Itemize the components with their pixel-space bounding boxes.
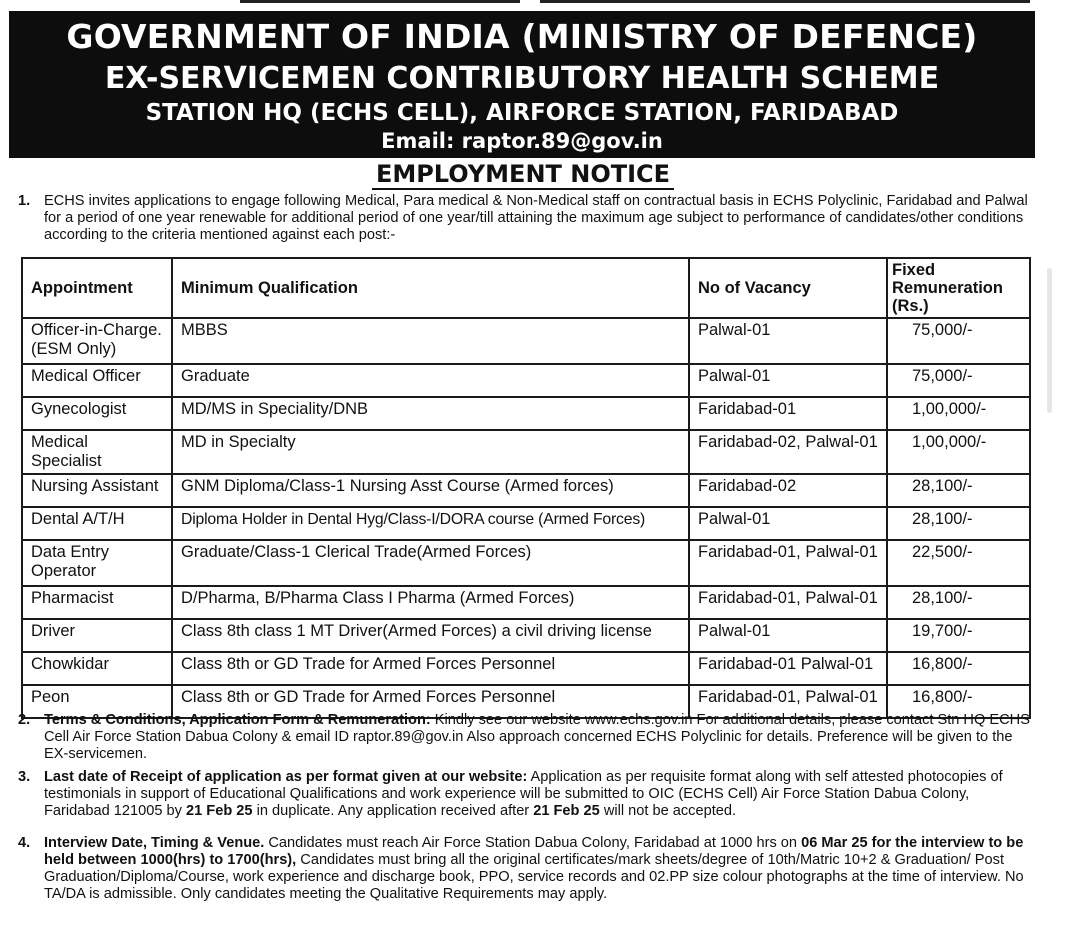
- cell-qualification: Diploma Holder in Dental Hyg/Class-I/DORA course (Armed Forces): [172, 507, 689, 540]
- cell-qualification: Class 8th or GD Trade for Armed Forces Personnel: [172, 652, 689, 685]
- cell-appointment: Officer-in-Charge. (ESM Only): [22, 318, 172, 364]
- paragraph-3: [18, 769, 1032, 823]
- paragraph-1: [18, 193, 1032, 255]
- paragraph-body: Candidates must reach Air Force Station Dabua Colony, Faridabad at 1000 hrs on: [264, 835, 802, 851]
- table-row: [22, 586, 1030, 619]
- cell-qualification: Graduate: [172, 364, 689, 397]
- cell-qualification: MBBS: [172, 318, 689, 364]
- header-remuneration: [887, 258, 1030, 318]
- cell-qualification: Graduate/Class-1 Clerical Trade(Armed Forces): [172, 540, 689, 586]
- table-row: [22, 474, 1030, 507]
- cell-qualification: GNM Diploma/Class-1 Nursing Asst Course (Armed forces): [172, 474, 689, 507]
- paragraph-text: [44, 835, 1034, 903]
- vacancy-table: [21, 257, 1031, 719]
- paragraph-number: 1.: [18, 193, 31, 209]
- cell-appointment: Medical Specialist: [22, 430, 172, 474]
- cell-remuneration: 19,700/-: [887, 619, 1030, 652]
- top-edge-strip: [0, 0, 1066, 8]
- header-scheme: EX-SERVICEMEN CONTRIBUTORY HEALTH SCHEME: [104, 61, 940, 96]
- header-remuneration-line2: Remuneration (Rs.): [892, 279, 1003, 315]
- paragraph-number: 3.: [18, 769, 31, 785]
- cell-qualification: Class 8th or GD Trade for Armed Forces Personnel: [172, 685, 689, 718]
- cell-qualification: D/Pharma, B/Pharma Class I Pharma (Armed Forces): [172, 586, 689, 619]
- cell-remuneration: 1,00,000/-: [887, 397, 1030, 430]
- header-qualification: Minimum Qualification: [172, 258, 689, 318]
- paragraph-body-cont: in duplicate. Any application received after: [252, 803, 534, 819]
- cell-appointment: Driver: [22, 619, 172, 652]
- paragraph-text: ECHS invites applications to engage following Medical, Para medical & Non-Medical staff on contractual basis in ECHS Polyclinic, Faridabad and Palwal for a period of one year renewable for additional period of one year/till attaining the maximum age subject to performance of candidates/other conditions according to the criteria mentioned against each post:-: [44, 193, 1028, 243]
- header-vacancy: No of Vacancy: [689, 258, 887, 318]
- vertical-scrollbar[interactable]: [1047, 268, 1052, 413]
- cell-vacancy: Faridabad-01: [689, 397, 887, 430]
- cell-appointment: Chowkidar: [22, 652, 172, 685]
- table-row: [22, 652, 1030, 685]
- cell-vacancy: Faridabad-02: [689, 474, 887, 507]
- cell-qualification: MD in Specialty: [172, 430, 689, 474]
- paragraph-text: [44, 769, 1034, 820]
- top-edge-bar-left: [240, 0, 520, 3]
- cell-appointment: Nursing Assistant: [22, 474, 172, 507]
- cell-vacancy: Faridabad-01, Palwal-01: [689, 540, 887, 586]
- cell-appointment: Peon: [22, 685, 172, 718]
- paragraph-lead: Interview Date, Timing & Venue.: [44, 835, 265, 851]
- cell-remuneration: 16,800/-: [887, 652, 1030, 685]
- cell-remuneration: 1,00,000/-: [887, 430, 1030, 474]
- deadline-date: 21 Feb 25: [186, 803, 253, 819]
- paragraph-body: Application as per requisite format along with self attested photocopies of testimonials in support of Educational Qualifications and work experience will be submitted to OIC (ECHS Cell) Air Force Station Dabua Colony, Faridabad 121005 by: [44, 769, 1003, 819]
- cell-appointment: Medical Officer: [22, 364, 172, 397]
- notice-header-banner: [9, 11, 1035, 158]
- cell-remuneration: 75,000/-: [887, 318, 1030, 364]
- employment-notice-title-text: EMPLOYMENT NOTICE: [372, 160, 674, 190]
- paragraph-4: [18, 835, 1032, 907]
- table-row: [22, 364, 1030, 397]
- deadline-date-repeat: 21 Feb 25: [533, 803, 600, 819]
- cell-remuneration: 75,000/-: [887, 364, 1030, 397]
- header-email: Email: raptor.89@gov.in: [381, 129, 663, 153]
- cell-vacancy: Faridabad-01, Palwal-01: [689, 685, 887, 718]
- paragraph-text: [44, 712, 1034, 763]
- cell-appointment: Data Entry Operator: [22, 540, 172, 586]
- table-header-row: [22, 258, 1030, 318]
- table-row: [22, 619, 1030, 652]
- cell-vacancy: Faridabad-01, Palwal-01: [689, 586, 887, 619]
- cell-qualification: MD/MS in Speciality/DNB: [172, 397, 689, 430]
- top-edge-bar-right: [540, 0, 1030, 3]
- cell-vacancy: Faridabad-02, Palwal-01: [689, 430, 887, 474]
- table-row: [22, 540, 1030, 586]
- cell-vacancy: Faridabad-01 Palwal-01: [689, 652, 887, 685]
- header-ministry: GOVERNMENT OF INDIA (MINISTRY OF DEFENCE): [66, 17, 978, 56]
- table-row: [22, 430, 1030, 474]
- header-appointment: Appointment: [22, 258, 172, 318]
- table-row: [22, 507, 1030, 540]
- header-station: STATION HQ (ECHS CELL), AIRFORCE STATION, FARIDABAD: [145, 100, 899, 126]
- paragraph-body: Kindly see our website www.echs.gov.in For additional details, please contact Stn HQ ECHS Cell Air Force Station Dabua Colony & email ID raptor.89@gov.in Also approach concerned ECHS Polyclinic for details. Preference will be given to the EX-servicemen.: [44, 712, 1030, 762]
- cell-remuneration: 16,800/-: [887, 685, 1030, 718]
- cell-vacancy: Palwal-01: [689, 619, 887, 652]
- table-row: [22, 397, 1030, 430]
- cell-remuneration: 28,100/-: [887, 507, 1030, 540]
- cell-remuneration: 28,100/-: [887, 586, 1030, 619]
- cell-vacancy: Palwal-01: [689, 318, 887, 364]
- paragraph-number: 2.: [18, 712, 31, 728]
- paragraph-number: 4.: [18, 835, 31, 851]
- paragraph-body-end: Candidates must bring all the original certificates/mark sheets/degree of 10th/Matric 10+2 & Graduation/ Post Graduation/Diploma/Course, work experience and discharge book, PPO, service records and 02.PP size colour photographs at the time of interview. No TA/DA is admissible. Only candidates meeting the Qualitative Requirements may apply.: [44, 852, 1024, 902]
- paragraph-body-end: will not be accepted.: [599, 803, 737, 819]
- table-row: [22, 318, 1030, 364]
- cell-remuneration: 28,100/-: [887, 474, 1030, 507]
- cell-vacancy: Palwal-01: [689, 507, 887, 540]
- header-remuneration-line1: Fixed: [892, 261, 936, 279]
- cell-appointment: Gynecologist: [22, 397, 172, 430]
- paragraph-lead: Last date of Receipt of application as per format given at our website:: [44, 769, 528, 785]
- interview-schedule: 06 Mar 25 for the interview to be held between 1000(hrs) to 1700(hrs),: [44, 835, 1024, 868]
- cell-qualification: Class 8th class 1 MT Driver(Armed Forces) a civil driving license: [172, 619, 689, 652]
- paragraph-2: [18, 712, 1032, 766]
- cell-remuneration: 22,500/-: [887, 540, 1030, 586]
- employment-notice-title: [350, 159, 696, 189]
- cell-appointment: Pharmacist: [22, 586, 172, 619]
- cell-appointment: Dental A/T/H: [22, 507, 172, 540]
- paragraph-lead: Terms & Conditions, Application Form & Remuneration:: [44, 712, 431, 728]
- cell-vacancy: Palwal-01: [689, 364, 887, 397]
